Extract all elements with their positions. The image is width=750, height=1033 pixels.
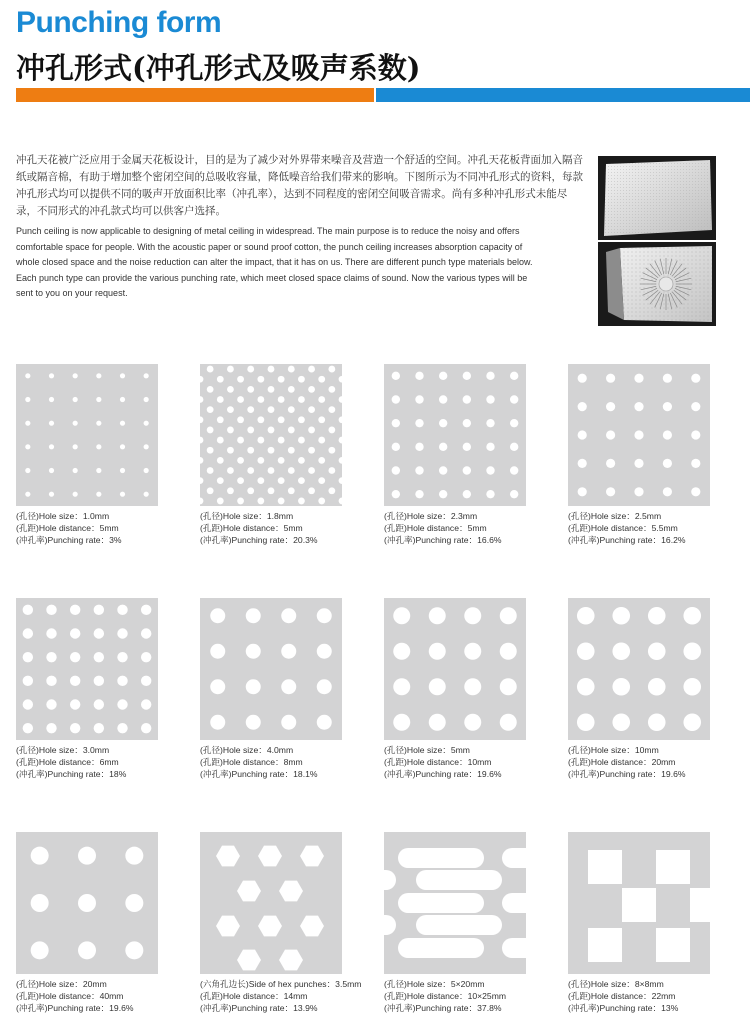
hole-distance-text: (孔距)Hole distance：22mm (568, 991, 676, 1001)
punching-rate-text: (冲孔率)Punching rate：16.2% (568, 535, 686, 545)
punch-pattern-panel (568, 598, 710, 740)
hole-distance-text: (孔距)Hole distance：10×25mm (384, 991, 507, 1001)
punching-rate-text: (冲孔率)Punching rate：13% (568, 1003, 679, 1013)
punch-sample-card (384, 364, 542, 546)
punching-rate-text: (冲孔率)Punching rate：20.3% (200, 535, 318, 545)
punch-sample-caption (200, 744, 358, 780)
punching-rate-text: (冲孔率)Punching rate：13.9% (200, 1003, 318, 1013)
hole-size-text: (孔径)Hole size：2.5mm (568, 511, 662, 521)
hole-distance-text: (孔距)Hole distance：8mm (200, 757, 303, 767)
punch-sample-caption (568, 510, 726, 546)
punch-pattern-panel (384, 364, 526, 506)
blue-accent-bar (376, 88, 750, 102)
hole-distance-text: (孔距)Hole distance：40mm (16, 991, 124, 1001)
punch-sample-card (568, 598, 726, 780)
punch-pattern-panel (384, 598, 526, 740)
punch-sample-caption (384, 744, 542, 780)
hole-size-text: (孔径)Hole size：8×8mm (568, 979, 664, 989)
hole-size-text: (孔径)Hole size：1.8mm (200, 511, 294, 521)
punch-sample-caption (568, 978, 726, 1014)
punch-sample-caption (16, 978, 174, 1014)
punch-pattern-panel (200, 832, 342, 974)
punch-sample-card (384, 832, 542, 1014)
page-title-en: Punching form (16, 6, 222, 39)
punch-sample-card (568, 364, 726, 546)
hole-size-text: (孔径)Hole size：4.0mm (200, 745, 294, 755)
punch-sample-card (200, 598, 358, 780)
hole-distance-text: (孔距)Hole distance：5mm (200, 523, 303, 533)
hole-distance-text: (孔距)Hole distance：5mm (16, 523, 119, 533)
hole-distance-text: (孔距)Hole distance：14mm (200, 991, 308, 1001)
hole-size-text: (孔径)Hole size：10mm (568, 745, 659, 755)
punching-rate-text: (冲孔率)Punching rate：3% (16, 535, 122, 545)
punch-sample-caption (16, 744, 174, 780)
hole-distance-text: (孔距)Hole distance：6mm (16, 757, 119, 767)
punching-rate-text: (冲孔率)Punching rate：19.6% (568, 769, 686, 779)
hole-size-text: (孔径)Hole size：20mm (16, 979, 107, 989)
orange-accent-bar (16, 88, 374, 102)
page-title-cn: 冲孔形式(冲孔形式及吸声系数) (16, 51, 421, 85)
hole-size-text: (孔径)Hole size：5mm (384, 745, 470, 755)
punch-sample-card (16, 364, 174, 546)
punch-sample-caption (568, 744, 726, 780)
punch-sample-card (200, 364, 358, 546)
hole-size-text: (孔径)Hole size：1.0mm (16, 511, 110, 521)
punch-sample-caption (16, 510, 174, 546)
hole-size-text: (孔径)Hole size：3.0mm (16, 745, 110, 755)
punch-sample-card (16, 832, 174, 1014)
intro-text-en: Punch ceiling is now applicable to designing of metal ceiling in widespread. The main purpose is to reduce the noisy and offers comfortable space for people. With the acoustic paper or sound proof cotton, the punch ceiling increases absorption capacity of whole closed space and the noise reduction can alter the impact, that it has on us. There are different punch type materials below. Each punch type can provide the various punching rate, which meet closed space claims of sound. Now the various types will be sent to you on your request. (16, 226, 533, 298)
punch-sample-card (200, 832, 362, 1014)
intro-text-cn: 冲孔天花被广泛应用于金属天花板设计，目的是为了减少对外界带来噪音及营造一个舒适的空间。冲孔天花板背面加入隔音纸或隔音棉，有助于增加整个密闭空间的总吸收容量，降低噪音给我们带来的影响。下图所示为不同冲孔形式的资料，每款冲孔形式均可以提供不同的吸声开放面积比率（冲孔率），达到不同程度的密闭空间吸音需求。尚有多种冲孔形式未能尽录，不同形式的冲孔款式均可以供客户选择。 (16, 154, 583, 217)
hole-size-text: (孔径)Hole size：2.3mm (384, 511, 478, 521)
punch-pattern-panel (200, 364, 342, 506)
punching-rate-text: (冲孔率)Punching rate：16.6% (384, 535, 502, 545)
punch-pattern-panel (568, 364, 710, 506)
punching-rate-text: (冲孔率)Punching rate：19.6% (384, 769, 502, 779)
hole-distance-text: (孔距)Hole distance：5mm (384, 523, 487, 533)
punch-pattern-panel (16, 832, 158, 974)
hole-distance-text: (孔距)Hole distance：20mm (568, 757, 676, 767)
hole-size-text: (孔径)Hole size：5×20mm (384, 979, 485, 989)
punch-sample-caption (384, 510, 542, 546)
punch-sample-card (16, 598, 174, 780)
ceiling-panel-photo (598, 156, 716, 240)
punch-sample-caption (384, 978, 542, 1014)
punch-sample-card (568, 832, 726, 1014)
punch-pattern-panel (200, 598, 342, 740)
punch-pattern-panel (568, 832, 710, 974)
punch-pattern-panel (16, 598, 158, 740)
punch-sample-caption (200, 510, 358, 546)
ceiling-panel-pattern-photo (598, 242, 716, 326)
punching-rate-text: (冲孔率)Punching rate：18% (16, 769, 127, 779)
hole-distance-text: (孔距)Hole distance：10mm (384, 757, 492, 767)
punch-sample-card (384, 598, 542, 780)
punch-sample-caption (200, 978, 362, 1014)
hole-distance-text: (孔距)Hole distance：5.5mm (568, 523, 678, 533)
hole-size-text: (六角孔边长)Side of hex punches：3.5mm (200, 979, 362, 989)
punch-pattern-panel (384, 832, 526, 974)
punching-rate-text: (冲孔率)Punching rate：37.8% (384, 1003, 502, 1013)
punching-rate-text: (冲孔率)Punching rate：18.1% (200, 769, 318, 779)
punching-rate-text: (冲孔率)Punching rate：19.6% (16, 1003, 134, 1013)
punch-pattern-panel (16, 364, 158, 506)
